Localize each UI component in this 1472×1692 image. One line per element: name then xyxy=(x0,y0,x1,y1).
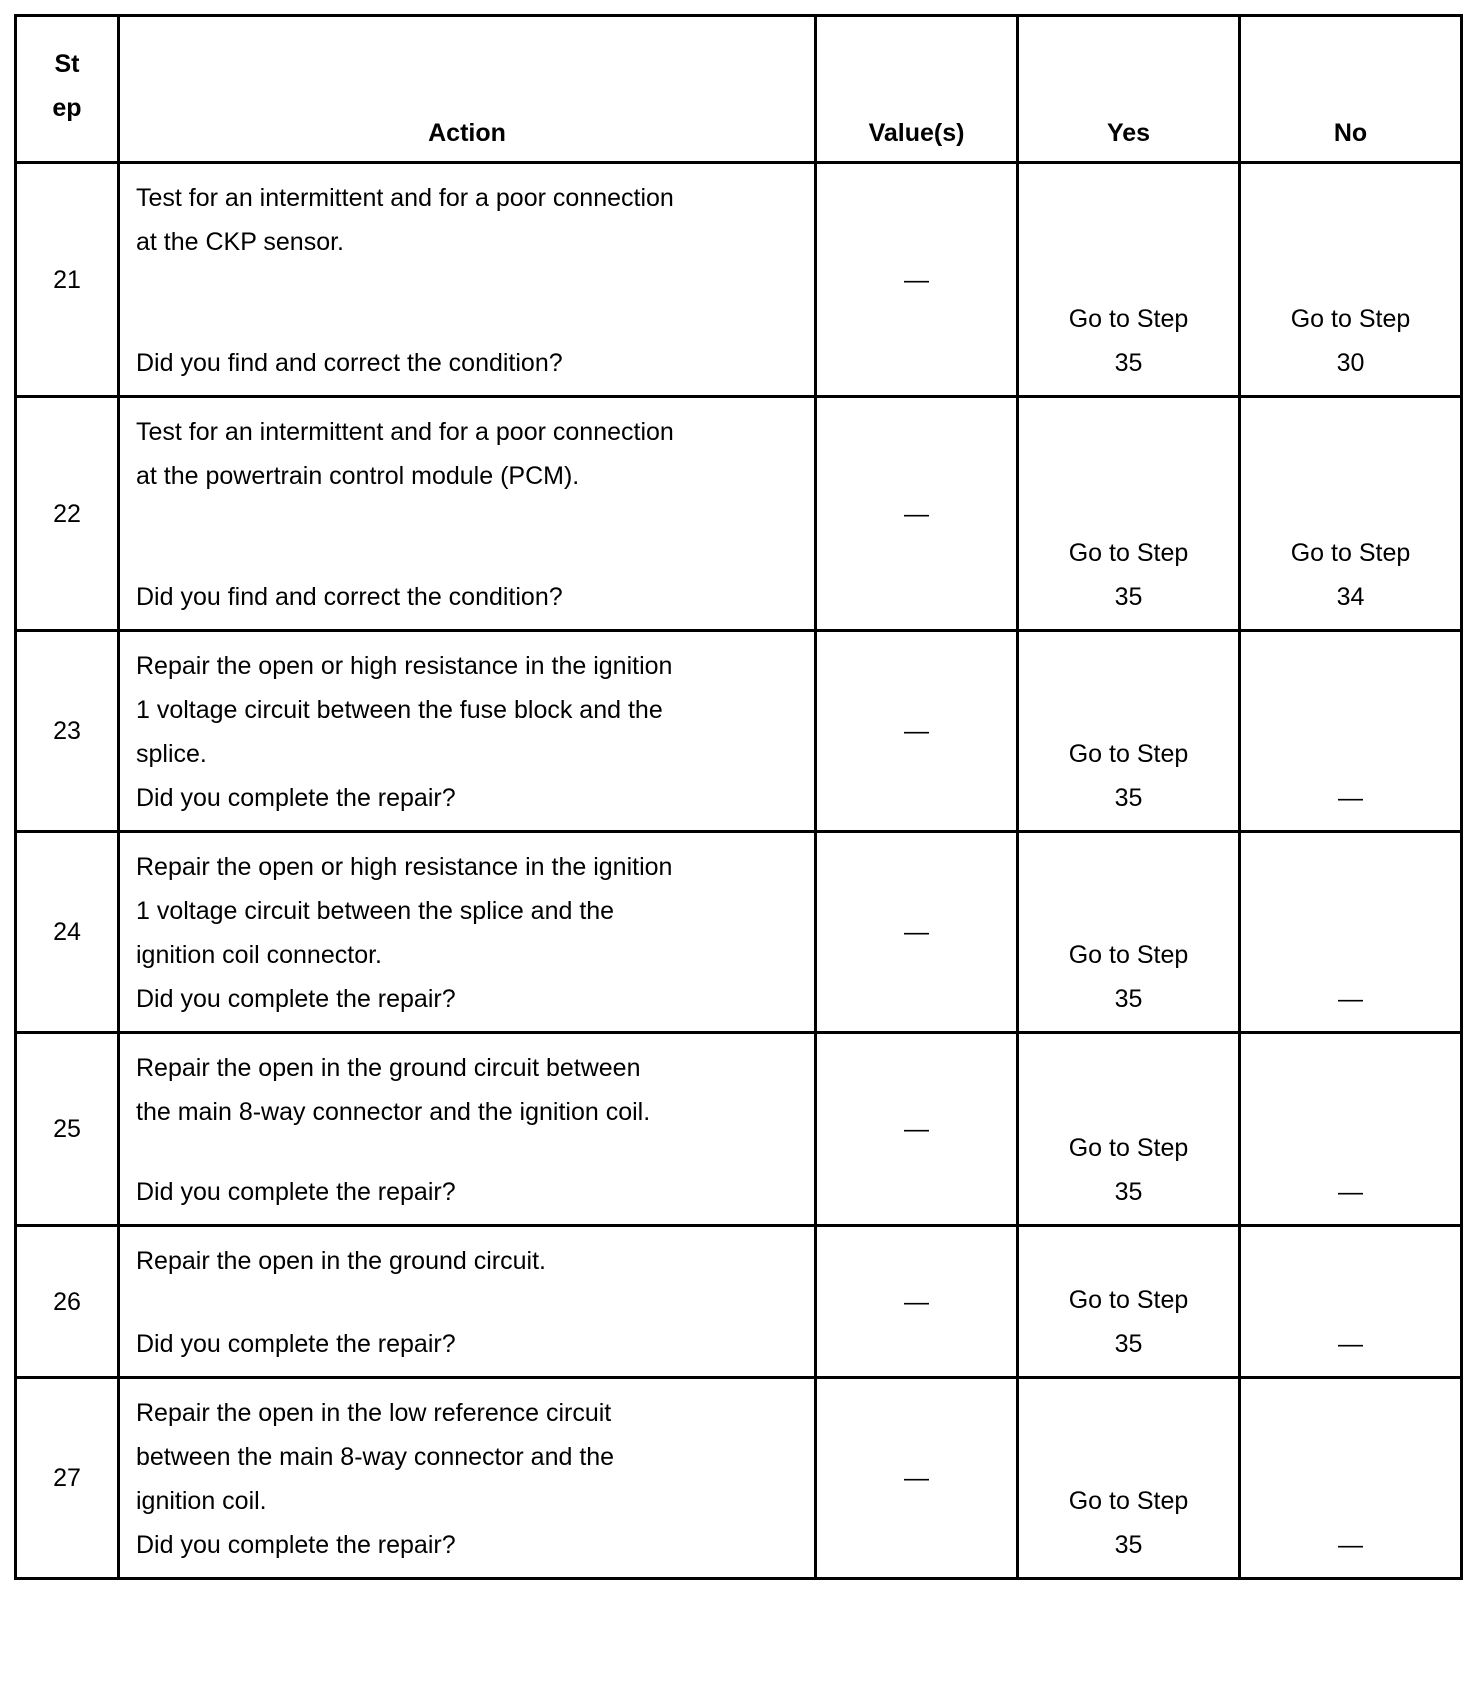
action-line: Test for an intermittent and for a poor connection xyxy=(136,418,674,446)
yes-goto-label: Go to Step xyxy=(1068,740,1189,768)
action-text xyxy=(136,1046,754,1134)
action-line: ignition coil. xyxy=(136,1487,267,1515)
no-goto-step: 34 xyxy=(1336,583,1365,611)
action-line: Repair the open or high resistance in the ignition xyxy=(136,652,673,680)
no-header: No xyxy=(1240,16,1462,163)
yes-cell xyxy=(1018,1226,1240,1378)
action-cell xyxy=(119,1378,816,1579)
action-cell xyxy=(119,1033,816,1226)
yes-goto-label: Go to Step xyxy=(1068,1286,1189,1314)
no-cell xyxy=(1240,1226,1462,1378)
no-value: — xyxy=(1338,1531,1363,1559)
yes-cell xyxy=(1018,397,1240,631)
yes-goto-step: 35 xyxy=(1114,349,1143,377)
no-cell xyxy=(1240,832,1462,1033)
yes-goto-step: 35 xyxy=(1114,583,1143,611)
no-goto-label: Go to Step xyxy=(1290,539,1411,567)
no-cell xyxy=(1240,163,1462,397)
action-line: splice. xyxy=(136,740,207,768)
step-header-line2: ep xyxy=(52,94,82,122)
action-text xyxy=(136,1391,754,1523)
value-cell: — xyxy=(816,1378,1018,1579)
action-question: Did you complete the repair? xyxy=(136,1178,456,1206)
action-question: Did you find and correct the condition? xyxy=(136,349,563,377)
table-row xyxy=(16,397,1462,631)
yes-goto-label: Go to Step xyxy=(1068,941,1189,969)
action-text xyxy=(136,845,754,977)
action-question: Did you complete the repair? xyxy=(136,1531,456,1559)
no-value: — xyxy=(1338,1178,1363,1206)
yes-cell xyxy=(1018,163,1240,397)
action-question: Did you complete the repair? xyxy=(136,784,456,812)
action-line: 1 voltage circuit between the fuse block and the xyxy=(136,696,663,724)
action-line: 1 voltage circuit between the splice and the xyxy=(136,897,615,925)
yes-cell xyxy=(1018,631,1240,832)
no-cell xyxy=(1240,631,1462,832)
action-question: Did you complete the repair? xyxy=(136,985,456,1013)
yes-goto-label: Go to Step xyxy=(1068,1134,1189,1162)
no-value: — xyxy=(1338,985,1363,1013)
action-cell xyxy=(119,832,816,1033)
step-number: 27 xyxy=(16,1378,119,1579)
action-line: at the CKP sensor. xyxy=(136,228,344,256)
no-cell xyxy=(1240,1378,1462,1579)
action-text xyxy=(136,410,754,498)
table-row xyxy=(16,163,1462,397)
action-question: Did you find and correct the condition? xyxy=(136,583,563,611)
yes-goto-step: 35 xyxy=(1114,1330,1143,1358)
value-cell: — xyxy=(816,1226,1018,1378)
action-line: ignition coil connector. xyxy=(136,941,382,969)
yes-cell xyxy=(1018,1033,1240,1226)
action-question: Did you complete the repair? xyxy=(136,1330,456,1358)
yes-goto-step: 35 xyxy=(1114,784,1143,812)
step-number: 23 xyxy=(16,631,119,832)
action-line: Repair the open in the ground circuit between xyxy=(136,1054,641,1082)
values-header: Value(s) xyxy=(816,16,1018,163)
no-cell xyxy=(1240,397,1462,631)
yes-header: Yes xyxy=(1018,16,1240,163)
table-row xyxy=(16,1033,1462,1226)
action-line: between the main 8-way connector and the xyxy=(136,1443,615,1471)
yes-goto-step: 35 xyxy=(1114,1531,1143,1559)
value-cell: — xyxy=(816,832,1018,1033)
action-line: Repair the open in the low reference circuit xyxy=(136,1399,612,1427)
value-cell: — xyxy=(816,163,1018,397)
step-number: 24 xyxy=(16,832,119,1033)
header-row xyxy=(16,16,1462,163)
step-number: 21 xyxy=(16,163,119,397)
step-header xyxy=(16,16,119,163)
no-goto-step: 30 xyxy=(1336,349,1365,377)
action-line: at the powertrain control module (PCM). xyxy=(136,462,580,490)
step-header-line1: St xyxy=(54,50,80,78)
action-line: Repair the open or high resistance in the ignition xyxy=(136,853,673,881)
action-cell xyxy=(119,1226,816,1378)
yes-goto-label: Go to Step xyxy=(1068,1487,1189,1515)
yes-cell xyxy=(1018,832,1240,1033)
action-text xyxy=(136,176,754,264)
yes-goto-label: Go to Step xyxy=(1068,305,1189,333)
yes-goto-step: 35 xyxy=(1114,1178,1143,1206)
value-cell: — xyxy=(816,397,1018,631)
table-row xyxy=(16,1226,1462,1378)
action-cell xyxy=(119,631,816,832)
action-header: Action xyxy=(119,16,816,163)
no-value: — xyxy=(1338,1330,1363,1358)
action-cell xyxy=(119,397,816,631)
action-text xyxy=(136,644,754,776)
action-line: the main 8-way connector and the ignition coil. xyxy=(136,1098,651,1126)
no-goto-label: Go to Step xyxy=(1290,305,1411,333)
action-text xyxy=(136,1239,754,1283)
yes-goto-step: 35 xyxy=(1114,985,1143,1013)
step-number: 25 xyxy=(16,1033,119,1226)
step-number: 22 xyxy=(16,397,119,631)
no-value: — xyxy=(1338,784,1363,812)
value-cell: — xyxy=(816,1033,1018,1226)
no-cell xyxy=(1240,1033,1462,1226)
yes-goto-label: Go to Step xyxy=(1068,539,1189,567)
table-row xyxy=(16,832,1462,1033)
value-cell: — xyxy=(816,631,1018,832)
diagnostic-table xyxy=(14,14,1463,1580)
action-line: Test for an intermittent and for a poor connection xyxy=(136,184,674,212)
action-cell xyxy=(119,163,816,397)
yes-cell xyxy=(1018,1378,1240,1579)
action-line: Repair the open in the ground circuit. xyxy=(136,1247,546,1275)
step-number: 26 xyxy=(16,1226,119,1378)
table-row xyxy=(16,1378,1462,1579)
table-row xyxy=(16,631,1462,832)
